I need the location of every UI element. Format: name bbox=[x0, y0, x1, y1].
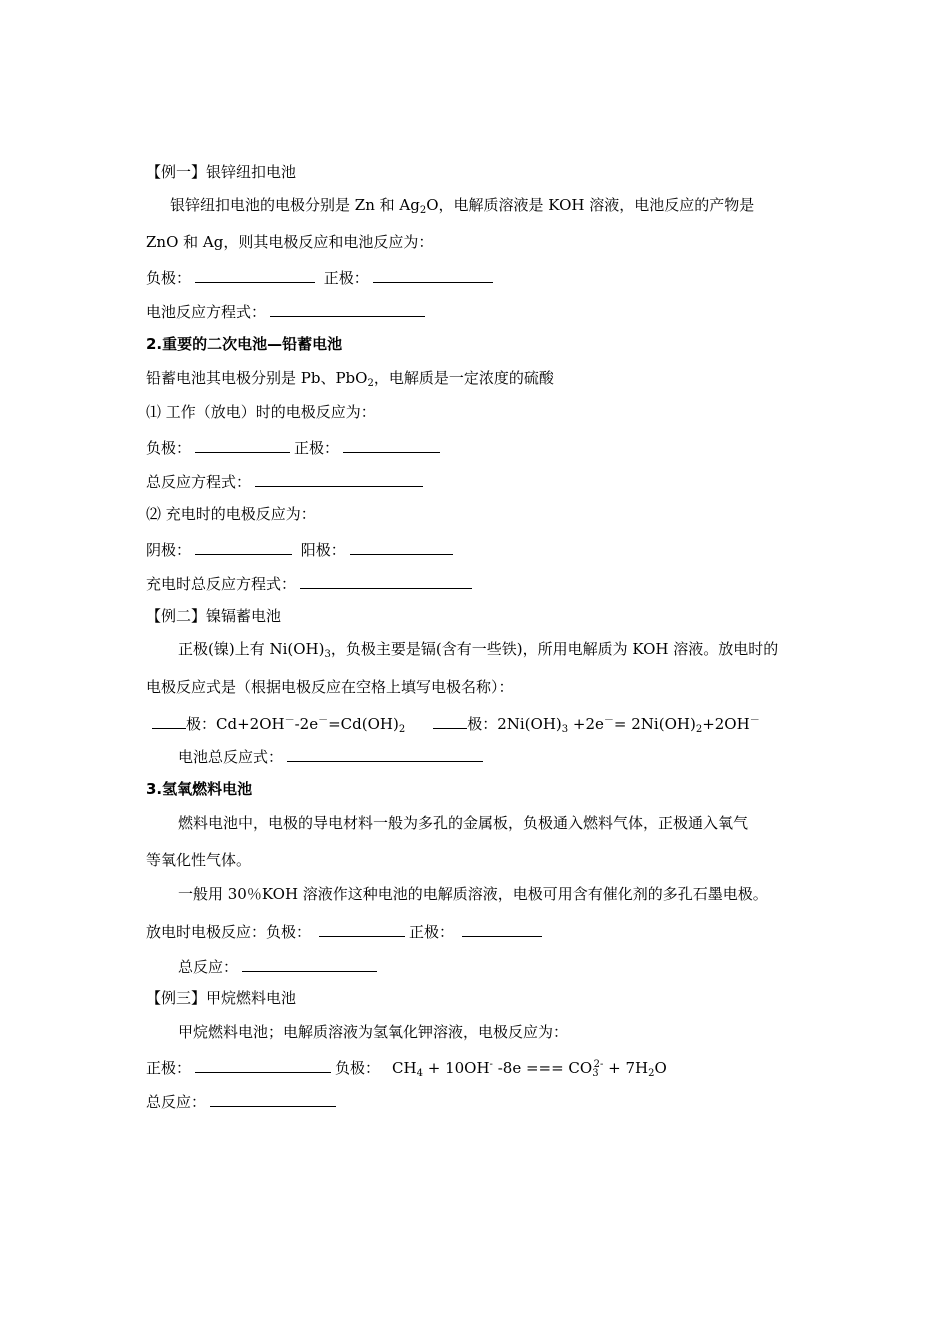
section-2-charge-total: 充电时总反应方程式： bbox=[146, 572, 476, 594]
section-3-total: 总反应： bbox=[178, 955, 381, 977]
example-2-paragraph-1: 正极(镍)上有 $Ni(OH)_3$，负极主要是镉(含有一些铁)，所用电解质为 KOH 溶液。放电时的 bbox=[178, 640, 779, 660]
section-2-heading: 2.重要的二次电池—铅蓄电池 bbox=[146, 335, 343, 353]
answer-blank[interactable] bbox=[270, 300, 425, 317]
section-3-heading: 3.氢氧燃料电池 bbox=[146, 780, 253, 798]
example-2-paragraph-2: 电极反应式是（根据电极反应在空格上填写电极名称）： bbox=[146, 678, 514, 696]
example-3-electrodes: 正极： 负极： $CH_4 + 10OH^-$ -8e === $CO_3^{2-} + 7H_2O$ bbox=[146, 1055, 667, 1084]
section-2-charge: ⑵ 充电时的电极反应为： bbox=[146, 505, 316, 523]
example-2-total: 电池总反应式： bbox=[178, 745, 487, 767]
answer-blank[interactable] bbox=[255, 470, 423, 487]
answer-blank[interactable] bbox=[195, 1056, 331, 1073]
answer-blank[interactable] bbox=[195, 436, 290, 453]
example-1-paragraph-1: 银锌纽扣电池的电极分别是 Zn 和 $Ag_2O$，电解质溶液是 KOH 溶液，电池反应的产物是 bbox=[170, 196, 755, 216]
section-3-paragraph-3: 一般用 30％KOH 溶液作这种电池的电解质溶液，电极可用含有催化剂的多孔石墨电极。 bbox=[178, 885, 768, 903]
example-1-electrodes: 负极： 正极： bbox=[146, 266, 497, 288]
answer-blank[interactable] bbox=[195, 266, 315, 283]
example-3-total: 总反应： bbox=[146, 1090, 340, 1112]
example-1-paragraph-2: ZnO 和 Ag，则其电极反应和电池反应为： bbox=[146, 233, 434, 251]
answer-blank[interactable] bbox=[287, 745, 483, 762]
answer-blank[interactable] bbox=[462, 920, 542, 937]
answer-blank[interactable] bbox=[152, 712, 186, 729]
example-3-paragraph: 甲烷燃料电池；电解质溶液为氢氧化钾溶液，电极反应为： bbox=[178, 1023, 569, 1041]
answer-blank[interactable] bbox=[350, 538, 453, 555]
answer-blank[interactable] bbox=[319, 920, 405, 937]
section-2-electrodes: 负极： 正极： bbox=[146, 436, 444, 458]
answer-blank[interactable] bbox=[195, 538, 292, 555]
section-3-discharge: 放电时电极反应：负极： 正极： bbox=[146, 920, 546, 942]
answer-blank[interactable] bbox=[373, 266, 493, 283]
example-3-title: 【例三】甲烷燃料电池 bbox=[146, 989, 297, 1007]
section-3-paragraph-2: 等氧化性气体。 bbox=[146, 851, 252, 869]
example-1-equation: 电池反应方程式： bbox=[146, 300, 429, 322]
section-3-paragraph-1: 燃料电池中，电极的导电材料一般为多孔的金属板，负极通入燃料气体，正极通入氧气 bbox=[178, 814, 749, 832]
section-2-total: 总反应方程式： bbox=[146, 470, 427, 492]
example-2-title: 【例二】镍镉蓄电池 bbox=[146, 607, 282, 625]
section-2-work: ⑴ 工作（放电）时的电极反应为： bbox=[146, 403, 376, 421]
example-1-title: 【例一】银锌纽扣电池 bbox=[146, 163, 297, 181]
answer-blank[interactable] bbox=[433, 712, 467, 729]
answer-blank[interactable] bbox=[210, 1090, 336, 1107]
answer-blank[interactable] bbox=[242, 955, 377, 972]
answer-blank[interactable] bbox=[300, 572, 472, 589]
answer-blank[interactable] bbox=[343, 436, 440, 453]
section-2-charge-electrodes: 阴极： 阳极： bbox=[146, 538, 457, 560]
section-2-paragraph: 铅蓄电池其电极分别是 Pb、PbO$_2$，电解质是一定浓度的硫酸 bbox=[146, 369, 554, 389]
example-2-equations: 极：$Cd+2OH^--2e^-=Cd(OH)_2$ 极：$2Ni(OH)_3 +2e^-= 2Ni(OH)_2+2OH^-$ bbox=[152, 711, 760, 740]
